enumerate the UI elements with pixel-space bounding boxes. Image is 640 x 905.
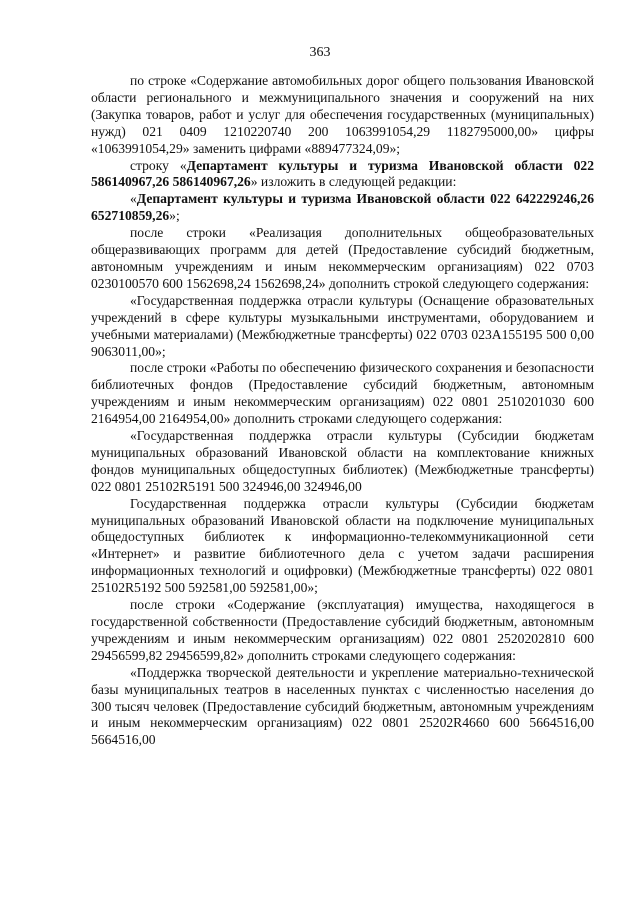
page-number: 363 (309, 45, 331, 60)
text-run: Государственная поддержка отрасли культуры (Субсидии бюджетам муниципальных образований Ивановской области на подключение муниципальных общедоступных библиотек к информационно-телекоммуникационной сети «Интернет» и развитие библиотечного дела с учетом задачи расширения информационных технологий и оцифровки) (Межбюджетные трансферты) 022 0801 25102R5192 500 592581,00 592581,00»; (91, 495, 594, 596)
paragraph (91, 225, 594, 293)
paragraph (91, 360, 594, 428)
document-body (91, 73, 594, 749)
bold-text-run: Департамент культуры и туризма Ивановской области 022 586140967,26 586140967,26 (91, 157, 594, 190)
paragraph (91, 73, 594, 158)
text-run: после строки «Работы по обеспечению физического сохранения и безопасности библиотечных фондов (Предоставление субсидий бюджетным, автономным учреждениям и иным некоммерческим организациям) 022 0801 2510201030 600 2164954,00 2164954,00» дополнить строками следующего содержания: (91, 360, 594, 427)
paragraph (91, 665, 594, 750)
text-run: « (130, 191, 137, 207)
text-run: по строке «Содержание автомобильных дорог общего пользования Ивановской области регионального и межмуниципального значения и сооружений на них (Закупка товаров, работ и услуг для обеспечения государственных (муниципальных) нужд) 021 0409 1210220740 200 1063991054,29 1182795000,00» цифры «1063991054,29» заменить цифрами «889477324,09»; (91, 73, 594, 156)
paragraph (91, 158, 594, 192)
text-run: »; (169, 208, 180, 224)
text-run: после строки «Реализация дополнительных общеобразовательных общеразвивающих программ для детей (Предоставление субсидий бюджетным, автономным учреждениям и иным некоммерческим организациям) 022 0703 0230100570 600 1562698,24 1562698,24» дополнить строкой следующего содержания: (91, 225, 594, 291)
text-run: после строки «Содержание (эксплуатация) имущества, находящегося в государственной собственности (Предоставление субсидий бюджетным, автономным учреждениям и иным некоммерческим организациям) 022 0801 2520202810 600 29456599,82 29456599,82» дополнить строками следующего содержания: (91, 597, 594, 663)
bold-text-run: Департамент культуры и туризма Ивановской области 022 642229246,26 652710859,26 (91, 191, 594, 224)
paragraph (91, 428, 594, 496)
text-run: «Государственная поддержка отрасли культуры (Субсидии бюджетам муниципальных образований Ивановской области на комплектование книжных фондов муниципальных общедоступных библиотек) (Межбюджетные трансферты) 022 0801 25102R5191 500 324946,00 324946,00 (91, 428, 594, 494)
paragraph (91, 597, 594, 665)
text-run: «Государственная поддержка отрасли культуры (Оснащение образовательных учреждений в сфере культуры музыкальными инструментами, оборудованием и учебными материалами) (Межбюджетные трансферты) 022 0703 023А155195 500 0,00 9063011,00»; (91, 292, 594, 359)
text-run: строку « (130, 157, 187, 173)
text-run: » изложить в следующей редакции: (250, 174, 457, 190)
paragraph (91, 496, 594, 597)
paragraph (91, 191, 594, 225)
text-run: «Поддержка творческой деятельности и укрепление материально-технической базы муниципальных театров в населенных пунктах с численностью населения до 300 тысяч человек (Предоставление субсидий бюджетным, автономным учреждениям и иным некоммерческим организациям) 022 0801 25202R4660 600 5664516,00 5664516,00 (91, 664, 594, 748)
paragraph (91, 293, 594, 361)
